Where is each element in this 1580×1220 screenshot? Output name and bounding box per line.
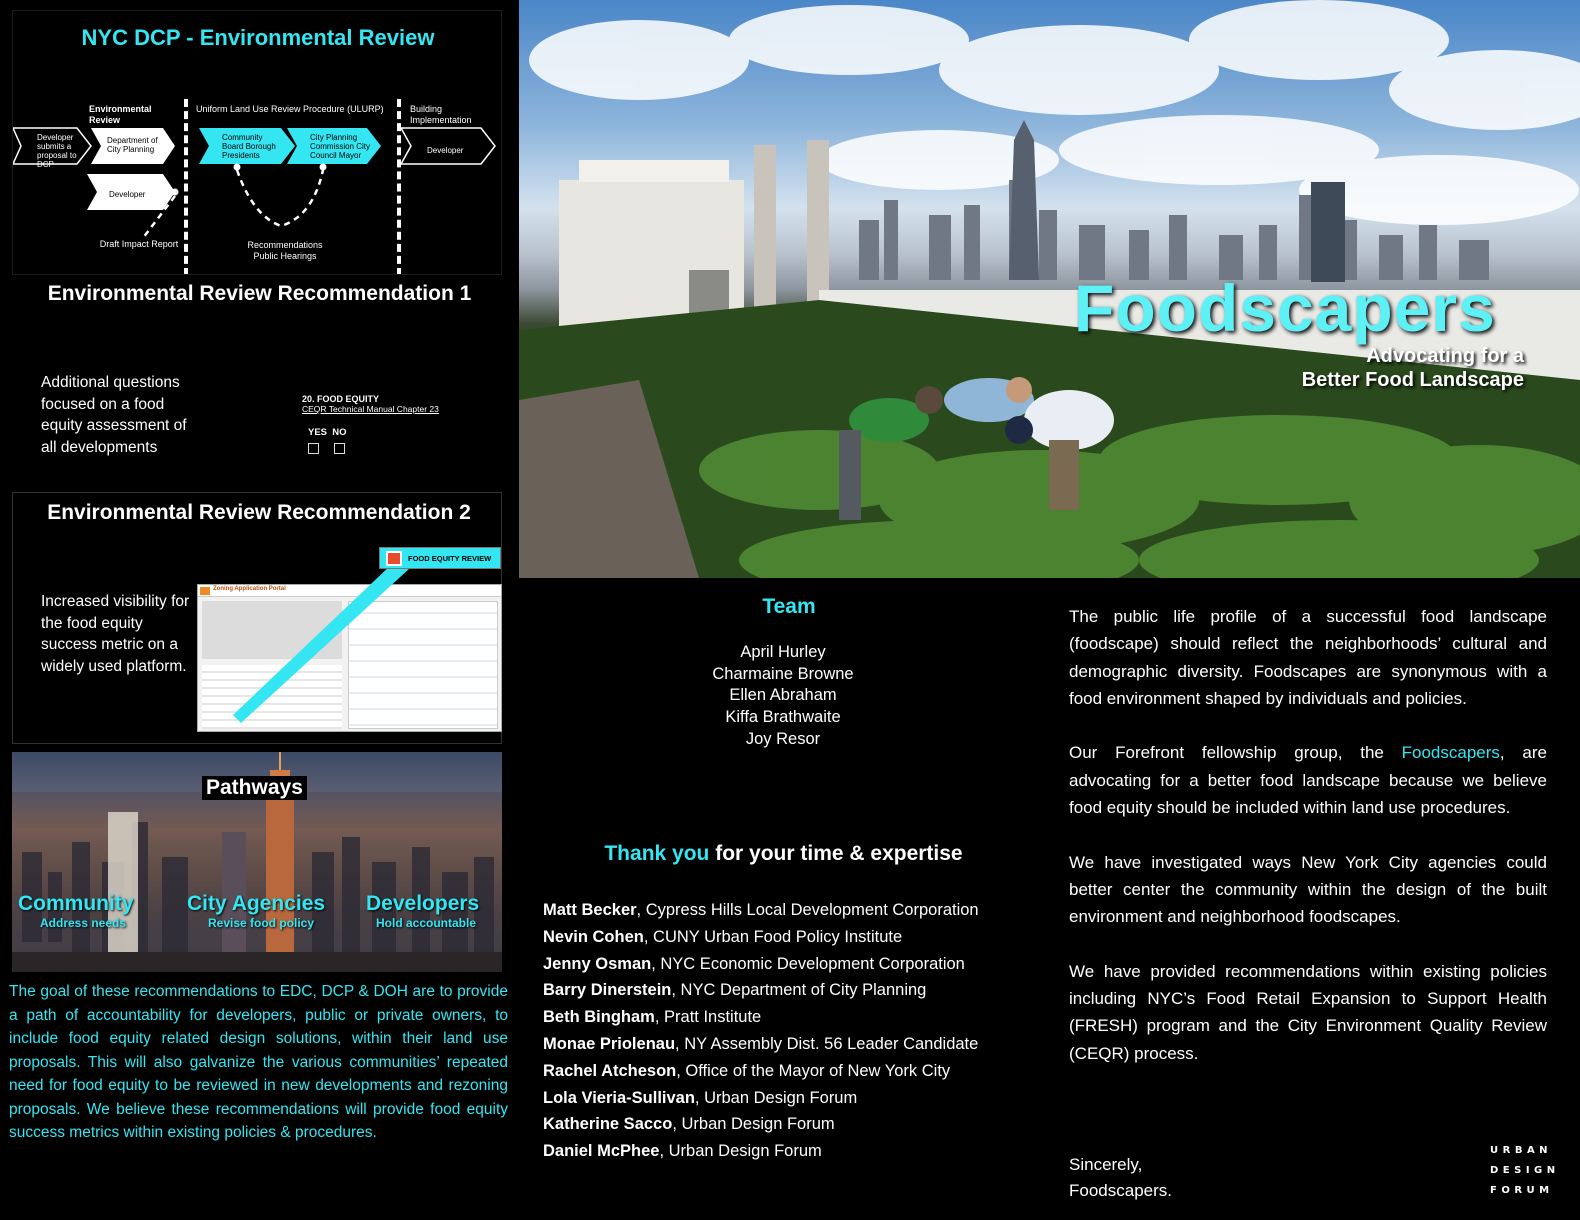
chevron-developer: Developer [109,190,146,199]
rec1-text: Additional questions focused on a food equity assessment of all developments [41,374,187,456]
list-item: Nevin Cohen, CUNY Urban Food Policy Institute [543,927,903,946]
pathways-title: Pathways [202,776,307,800]
chevron-community-board: Community Board Borough Presidents [222,133,276,160]
foodscapers-title: Foodscapers [1074,271,1496,345]
ceqr-manual-link[interactable]: CEQR Technical Manual Chapter 23 [302,404,439,414]
list-item: Barry Dinerstein, NYC Department of City Planning [543,981,927,1000]
paragraph-3: We have investigated ways New York City agencies could better center the community within the design of the built environment and neighborhood foodscapes. [1069,852,1547,927]
chevron-developer-build: Developer [427,146,464,155]
team-heading: Team [762,595,816,618]
foodscapers-subtitle [1209,344,1524,392]
subtitle-line-1: Advocating for a [1366,345,1524,367]
paragraph-4: We have provided recommendations within existing policies including NYC’s Food Retail Expansion to Support Health (FRESH) program and the City Environment Quality Review (CEQR) process. [1069,961,1547,1063]
callout-pointer [233,563,413,728]
pathway-agencies-head: City Agencies [187,892,326,915]
food-equity-form [302,394,439,414]
thank-you-heading [520,842,1047,866]
dcp-title: NYC DCP - Environmental Review [81,25,435,50]
urban-design-forum-logo: URBAN DESIGN FORUM [1490,1145,1560,1196]
pathway-developers-sub: Hold accountable [376,916,477,930]
paragraph-1: The public life profile of a successful food landscape (foodscape) should reflect the neighborhoods’ cultural and demographic diversity. Foodscapes are synonymous with a food environment shaped by individuals and policies. [1069,607,1547,708]
chevron-developer-submits: Developer submits a proposal to DCP [37,133,77,169]
team-member: April Hurley [740,643,826,661]
draft-impact-report-label: Draft Impact Report [99,239,179,249]
pathway-community-sub: Address needs [40,916,127,930]
list-item: Matt Becker, Cypress Hills Local Development Corporation [543,901,979,919]
phase-building-implementation: Building Implementation [410,104,472,125]
sign-line-1: Sincerely, [1069,1155,1143,1174]
list-item: Katherine Sacco, Urban Design Forum [543,1115,835,1134]
team-member: Kiffa Brathwaite [725,708,841,727]
phase-ulurp: Uniform Land Use Review Procedure (ULURP) [196,104,384,114]
dcp-diagram-panel [12,10,502,275]
goal-paragraph: The goal of these recommendations to EDC, DCP & DOH are to provide a path of accountability for developers, public or private owners, to include food equity related design solutions, within their land use proposals. This will also galvanize the various communities’ repeated need for food equity to be reviewed in new developments and rezoning proposals. We believe these recommendations will provide food equity success metrics within existing policies & procedures. [9,983,508,1141]
description-text [1069,603,1547,1094]
thank-you-highlight: Thank you [604,842,710,865]
sign-line-2: Foodscapers. [1069,1181,1172,1200]
foodscapers-highlight: Foodscapers [1401,743,1500,763]
badge-icon [386,551,402,566]
pathways-panel [12,752,502,972]
rooftop-farm-hero-image [519,0,1580,578]
chevron-city-planning: City Planning Commission City Council Mayor [310,133,371,160]
yes-no-labels [308,427,347,438]
portal-title: Zoning Application Portal [213,586,286,592]
no-label: NO [332,427,347,438]
no-checkbox[interactable] [334,443,345,454]
team-list [690,642,876,751]
list-item: Lola Vieria-Sullivan, Urban Design Forum [543,1088,858,1107]
yes-checkbox[interactable] [308,443,319,454]
phase-environmental-review: Environmental Review [89,104,152,125]
list-item: Rachel Atcheson, Office of the Mayor of New York City [543,1061,951,1080]
pathway-agencies-sub: Revise food policy [208,916,315,930]
food-equity-review-badge[interactable] [379,547,501,569]
signature [1069,1152,1172,1204]
badge-label: FOOD EQUITY REVIEW [408,554,492,563]
pathway-developers-head: Developers [366,892,480,915]
pathway-community-head: Community [18,892,134,915]
chevron-dcp: Department of City Planning [107,136,158,154]
recommendations-label: Recommendations Public Hearings [247,240,323,261]
rec2-text: Increased visibility for the food equity success metric on a widely used platform. [41,593,190,675]
paragraph-2: Our Forefront fellowship group, the Foodscapers, are advocating for a better food landscape because we believe food equity should be included within land use procedures. [1069,743,1547,818]
form-title: 20. FOOD EQUITY [302,394,380,404]
list-item: Jenny Osman, NYC Economic Development Corporation [543,954,965,973]
thank-you-rest: for your time & expertise [709,842,963,865]
list-item: Monae Priolenau, NY Assembly Dist. 56 Leader Candidate [543,1034,979,1053]
list-item: Beth Bingham, Pratt Institute [543,1008,762,1027]
yes-label: YES [308,427,328,438]
team-member: Joy Resor [745,729,821,748]
team-member: Charmaine Browne [712,664,854,683]
list-item: Daniel McPhee, Urban Design Forum [543,1142,822,1161]
rec1-title: Environmental Review Recommendation 1 [47,282,472,305]
acknowledgements-list [543,897,1043,1165]
rec2-panel [12,492,502,744]
subtitle-line-2: Better Food Landscape [1301,369,1524,391]
team-member: Ellen Abraham [729,686,837,705]
rec2-title: Environmental Review Recommendation 2 [47,501,471,524]
